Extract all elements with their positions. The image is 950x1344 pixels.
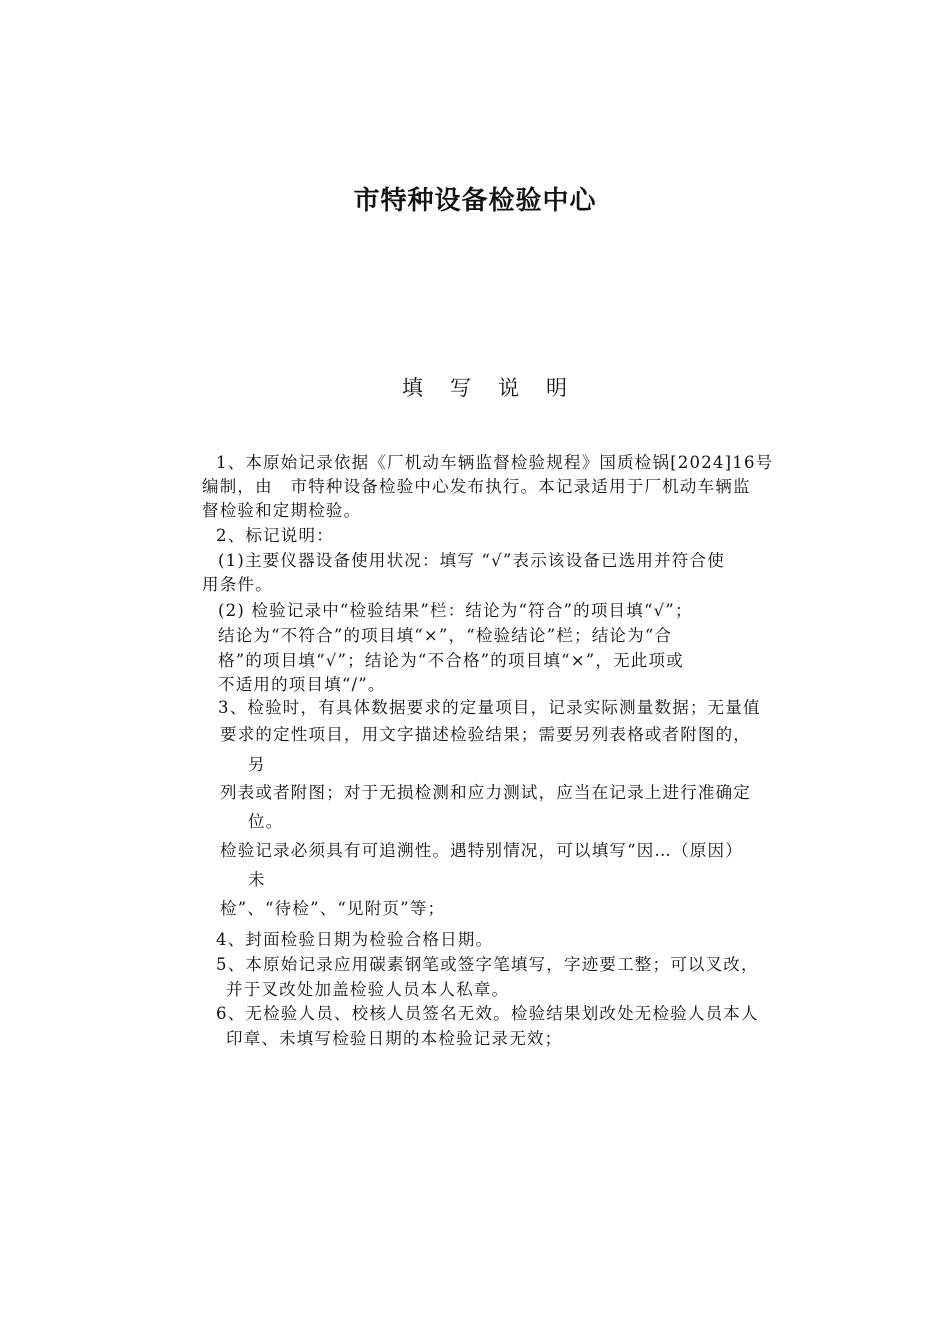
text-line: 印章、未填写检验日期的本检验记录无效； xyxy=(226,1029,563,1048)
text-line: 不适用的项目填“/”。 xyxy=(218,675,386,694)
text-line: 检”、“待检”、“见附页”等； xyxy=(220,899,446,918)
text-line: 2、标记说明： xyxy=(216,526,334,545)
text-line: 5、本原始记录应用碳素钢笔或签字笔填写，字迹要工整；可以叉改， xyxy=(216,955,759,974)
text-line: 位。 xyxy=(248,812,284,831)
text-line: 编制，由 市特种设备检验中心发布执行。本记录适用于厂机动车辆监 xyxy=(202,477,751,496)
text-line: 要求的定性项目，用文字描述检验结果；需要另列表格或者附图的， xyxy=(220,725,751,744)
text-line: 另 xyxy=(248,755,266,774)
text-line: 格”的项目填“√”；结论为“不合格”的项目填“×”，无此项或 xyxy=(218,651,684,670)
text-line: 督检验和定期检验。 xyxy=(202,501,362,520)
text-line: 并于叉改处加盖检验人员本人私章。 xyxy=(226,980,510,999)
text-line: 4、封面检验日期为检验合格日期。 xyxy=(216,930,494,949)
text-line: 结论为“不符合”的项目填“×”，“检验结论”栏；结论为“合 xyxy=(218,626,673,645)
document-title: 市特种设备检验中心 xyxy=(353,186,597,216)
text-line: 未 xyxy=(248,870,266,889)
text-line: 3、检验时，有具体数据要求的定量项目，记录实际测量数据；无量值 xyxy=(218,698,761,717)
text-line: 用条件。 xyxy=(202,575,273,594)
text-line: (2) 检验记录中“检验结果”栏：结论为“符合”的项目填“√”； xyxy=(218,601,693,620)
text-line: (1)主要仪器设备使用状况：填写 “√”表示该设备已选用并符合使 xyxy=(218,551,725,570)
section-heading: 填写说明 xyxy=(402,376,594,400)
text-line: 1、本原始记录依据《厂机动车辆监督检验规程》国质检锅[2024]16号 xyxy=(216,453,774,472)
text-line: 列表或者附图；对于无损检测和应力测试，应当在记录上进行准确定 xyxy=(220,783,751,802)
text-line: 6、无检验人员、校核人员签名无效。检验结果划改处无检验人员本人 xyxy=(216,1004,759,1023)
text-line: 检验记录必须具有可追溯性。遇特别情况，可以填写“因…（原因） xyxy=(220,841,743,860)
